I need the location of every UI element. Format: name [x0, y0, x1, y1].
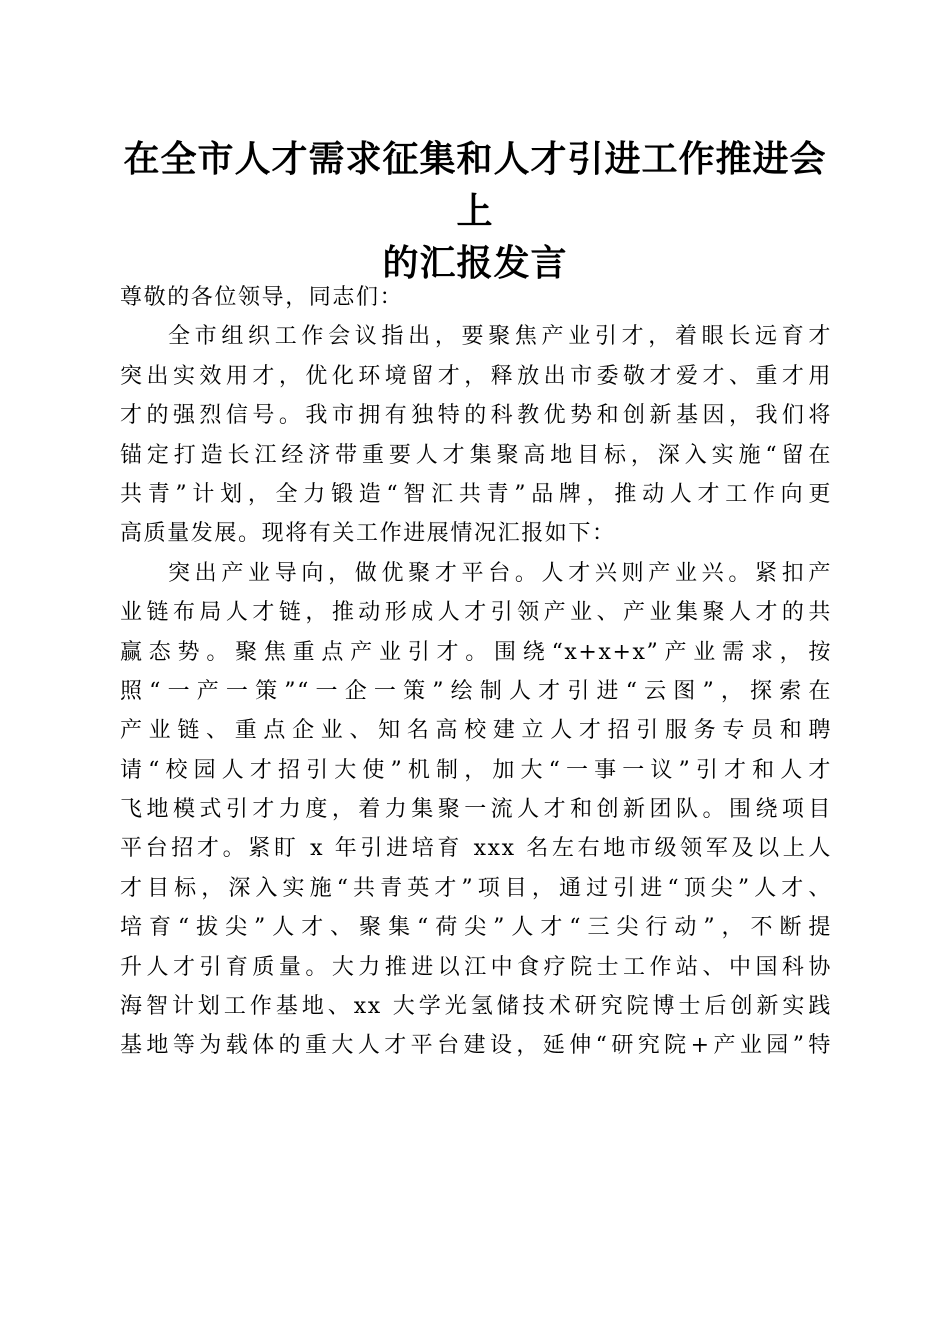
paragraph-1-line-2: 突出实效用才，优化环境留才，释放出市委敬才爱才、重才用 [120, 363, 832, 389]
paragraph-2-line-13: 基地等为载体的重大人才平台建设，延伸“研究院+产业园”特 [120, 1033, 832, 1059]
title-line-1: 在全市人才需求征集和人才引进工作推进会上 [123, 138, 827, 232]
paragraph-2-line-5: 产业链、重点企业、知名高校建立人才招引服务专员和聘 [120, 718, 832, 744]
paragraph-2-line-7: 飞地模式引才力度，着力集聚一流人才和创新团队。围绕项目 [120, 797, 832, 823]
paragraph-2-line-3: 赢态势。聚焦重点产业引才。围绕“x+x+x”产业需求，按 [120, 639, 832, 665]
paragraph-2-line-8: 平台招才。紧盯 x 年引进培育 xxx 名左右地市级领军及以上人 [120, 836, 832, 862]
paragraph-2-line-12: 海智计划工作基地、xx 大学光氢储技术研究院博士后创新实践 [120, 994, 832, 1020]
paragraph-2-line-11: 升人才引育质量。大力推进以江中食疗院士工作站、中国科协 [120, 954, 832, 980]
document-title [110, 133, 840, 289]
paragraph-2-line-6: 请“校园人才招引大使”机制，加大“一事一议”引才和人才 [120, 757, 832, 783]
paragraph-1-line-5: 共青”计划，全力锻造“智汇共青”品牌，推动人才工作向更 [120, 481, 832, 507]
paragraph-2-line-4: 照“一产一策”“一企一策”绘制人才引进“云图”，探索在 [120, 678, 832, 704]
paragraph-2-line-1: 突出产业导向，做优聚才平台。人才兴则产业兴。紧扣产 [168, 560, 832, 586]
paragraph-2-line-9: 才目标，深入实施“共青英才”项目，通过引进“顶尖”人才、 [120, 875, 832, 901]
paragraph-1-line-4: 锚定打造长江经济带重要人才集聚高地目标，深入实施“留在 [120, 442, 832, 468]
paragraph-1-line-6: 高质量发展。现将有关工作进展情况汇报如下： [120, 521, 616, 547]
document-body [120, 278, 832, 1066]
paragraph-1-line-3: 才的强烈信号。我市拥有独特的科教优势和创新基因，我们将 [120, 403, 832, 429]
paragraph-2-line-2: 业链布局人才链，推动形成人才引领产业、产业集聚人才的共 [120, 600, 832, 626]
paragraph-2-line-10: 培育“拔尖”人才、聚集“荷尖”人才“三尖行动”，不断提 [120, 915, 832, 941]
salutation-line: 尊敬的各位领导，同志们： [120, 285, 404, 310]
paragraph-1-line-1: 全市组织工作会议指出，要聚焦产业引才，着眼长远育才 [168, 324, 832, 350]
title-line-2: 的汇报发言 [382, 242, 568, 284]
